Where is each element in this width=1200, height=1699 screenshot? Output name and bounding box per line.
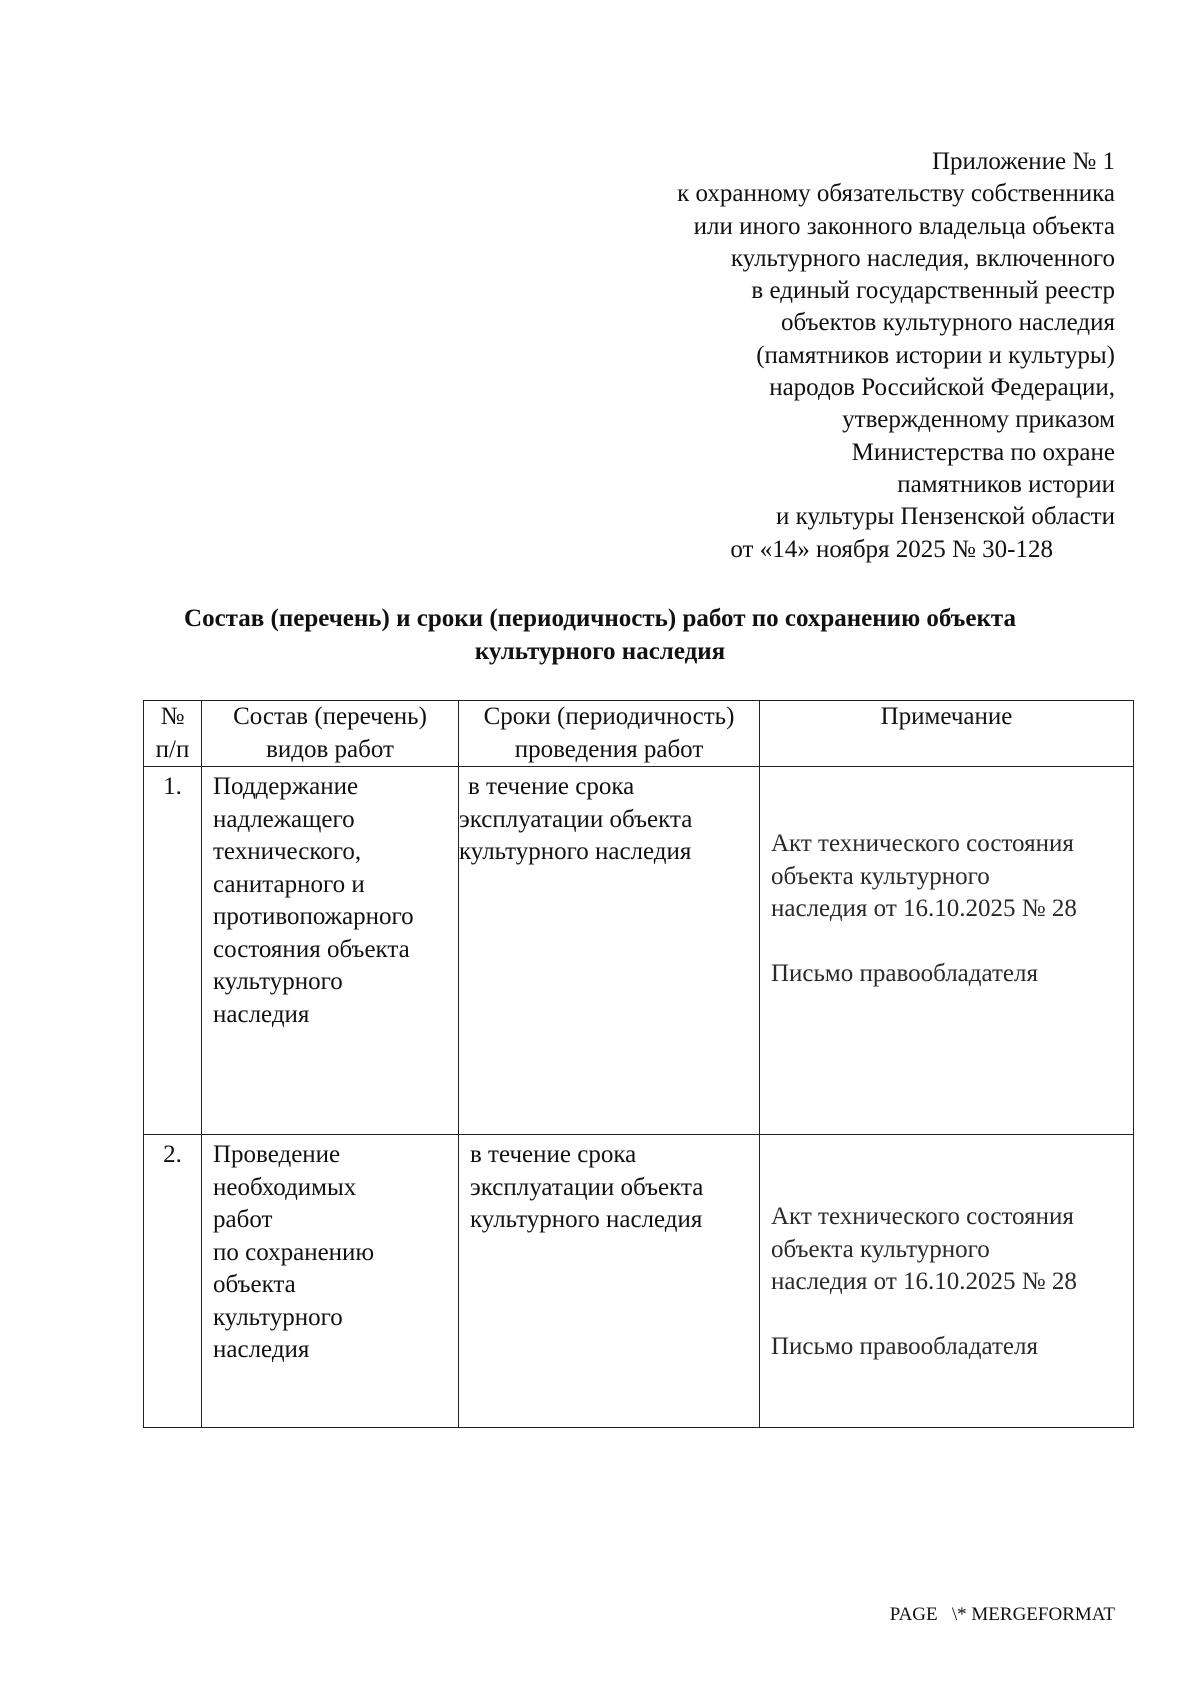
header-terms: [459, 701, 760, 767]
row-note: [760, 1135, 1134, 1428]
cell-line: культурного наследия: [470, 1206, 703, 1233]
cell-line: наследия от 16.10.2025 № 28: [771, 1268, 1077, 1295]
cell-line: наследия от 16.10.2025 № 28: [771, 895, 1077, 922]
header-note: [760, 701, 1134, 767]
appendix-line: Министерства по охране: [851, 438, 1115, 466]
cell-line: технического,: [213, 838, 362, 865]
cell-line: Проведение: [213, 1141, 341, 1168]
table-row: [144, 1135, 1134, 1428]
title-line: культурного наследия: [474, 637, 726, 665]
row-number: 2.: [144, 1135, 202, 1428]
cell-line: культурного: [213, 968, 343, 995]
title-line: Состав (перечень) и сроки (периодичность) работ по сохранению объекта: [184, 605, 1016, 632]
appendix-line: и культуры Пензенской области: [776, 503, 1115, 531]
works-table: [143, 700, 1134, 1428]
table-row: [144, 767, 1134, 1135]
appendix-date-line: от «14» ноября 2025 № 30-128: [730, 535, 1053, 563]
appendix-line: утвержденному приказом: [842, 406, 1115, 434]
cell-line: культурного наследия: [459, 838, 692, 865]
cell-line: Акт технического состояния: [771, 1203, 1074, 1230]
cell-line: необходимых: [213, 1173, 357, 1201]
cell-line: эксплуатации объекта: [470, 1173, 704, 1201]
document-title: [100, 603, 1100, 668]
appendix-line: в единый государственный реестр: [751, 277, 1115, 305]
cell-line: по сохранению: [213, 1238, 375, 1266]
cell-line: в течение срока: [470, 1141, 637, 1168]
cell-line: Письмо правообладателя: [771, 1332, 1038, 1360]
cell-line: Акт технического состояния: [771, 830, 1074, 857]
row-composition: [202, 1135, 459, 1428]
header-text: п/п: [155, 735, 190, 763]
cell-line: объекта: [213, 1271, 296, 1298]
header-composition: [202, 701, 459, 767]
appendix-line: или иного законного владельца объекта: [693, 212, 1115, 240]
appendix-line: культурного наследия, включенного: [730, 244, 1115, 272]
cell-line: культурного: [213, 1303, 343, 1331]
header-text: видов работ: [266, 735, 394, 763]
cell-line: работ: [213, 1206, 273, 1233]
cell-line: состояния объекта: [213, 935, 410, 963]
appendix-line: объектов культурного наследия: [781, 309, 1115, 337]
row-number: 1.: [144, 767, 202, 1135]
page-footer-field: PAGE \* MERGEFORMAT: [889, 1604, 1115, 1625]
appendix-line: Приложение № 1: [931, 148, 1115, 175]
cell-line: объекта культурного: [771, 862, 990, 890]
appendix-line: к охранному обязательству собственника: [677, 180, 1115, 208]
cell-line: надлежащего: [213, 805, 355, 833]
appendix-line: памятников истории: [897, 470, 1115, 498]
header-text: №: [160, 703, 185, 730]
appendix-line: (памятников истории и культуры): [756, 341, 1115, 369]
cell-line: наследия: [213, 1336, 310, 1363]
row-composition: [202, 767, 459, 1135]
header-text: Состав (перечень): [233, 703, 427, 730]
header-num: [144, 701, 202, 767]
row-note: [760, 767, 1134, 1135]
row-terms: [459, 767, 760, 1135]
cell-line: противопожарного: [213, 903, 414, 930]
row-terms: [459, 1135, 760, 1428]
header-text: Сроки (периодичность): [483, 703, 735, 730]
appendix-block: [495, 146, 1115, 566]
cell-line: Поддержание: [213, 773, 359, 800]
cell-line: наследия: [213, 1000, 310, 1028]
cell-line: Письмо правообладателя: [771, 959, 1038, 987]
cell-line: санитарного и: [213, 870, 365, 898]
cell-line: объекта культурного: [771, 1235, 990, 1263]
header-text: проведения работ: [514, 735, 704, 763]
cell-line: эксплуатации объекта: [459, 805, 693, 833]
header-text: Примечание: [880, 703, 1013, 730]
appendix-line: народов Российской Федерации,: [769, 374, 1115, 402]
table-header-row: [144, 701, 1134, 767]
cell-line: в течение срока: [468, 773, 635, 800]
